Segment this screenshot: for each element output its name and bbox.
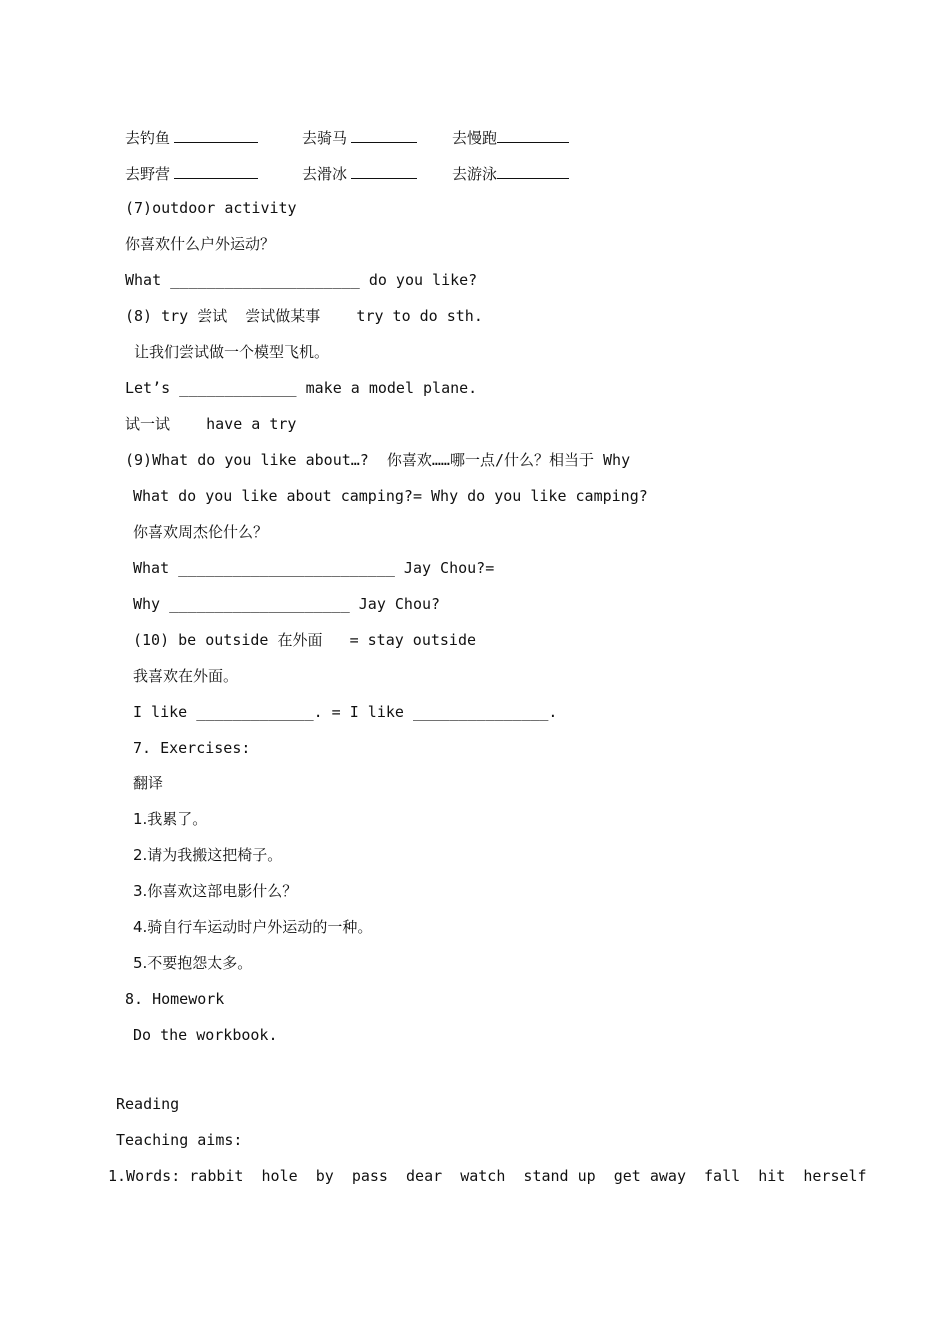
section-9-fill-blank-why: Why ____________________ Jay Chou?: [133, 595, 441, 613]
section-8-fill-blank: Let’s _____________ make a model plane.: [125, 379, 478, 397]
homework-heading: 8. Homework: [125, 990, 225, 1008]
exercises-subheading: 翻译: [133, 774, 164, 792]
answer-blank: [351, 126, 417, 143]
section-10-heading: (10) be outside 在外面 = stay outside: [133, 631, 477, 649]
homework-body: Do the workbook.: [133, 1026, 278, 1044]
section-9-fill-blank-what: What ________________________ Jay Chou?=: [133, 559, 495, 577]
vocab-go-jogging: 去慢跑: [452, 126, 569, 146]
vocab-go-camping: 去野营: [125, 162, 258, 182]
section-9-heading: (9)What do you like about…? 你喜欢……哪一点/什么？相当于 Why: [125, 451, 631, 469]
answer-blank: [174, 162, 258, 179]
section-8-have-a-try: 试一试 have a try: [125, 415, 297, 433]
section-10-fill-blank: I like _____________. = I like _______________.: [133, 703, 558, 721]
exercise-item: 2.请为我搬这把椅子。: [133, 846, 283, 864]
words-list: 1.Words: rabbit hole by pass dear watch stand up get away fall hit herself: [108, 1167, 867, 1185]
section-9-chinese: 你喜欢周杰伦什么？: [133, 523, 269, 541]
section-9-example: What do you like about camping?= Why do you like camping?: [133, 487, 648, 505]
exercise-item: 3.你喜欢这部电影什么？: [133, 882, 298, 900]
answer-blank: [174, 126, 258, 143]
section-10-chinese: 我喜欢在外面。: [133, 667, 239, 685]
section-8-chinese: 让我们尝试做一个模型飞机。: [134, 343, 330, 361]
vocab-go-riding: 去骑马: [302, 126, 417, 146]
section-7-question: 你喜欢什么户外运动？: [125, 235, 276, 253]
section-7-heading: (7)outdoor activity: [125, 199, 297, 217]
exercise-item: 5.不要抱怨太多。: [133, 954, 253, 972]
vocab-go-swimming: 去游泳: [452, 162, 569, 182]
vocab-go-skating: 去滑冰: [302, 162, 417, 182]
answer-blank: [497, 126, 569, 143]
section-7-fill-blank: What _____________________ do you like?: [125, 271, 478, 289]
section-8-heading: (8) try 尝试 尝试做某事 try to do sth.: [125, 307, 483, 325]
exercises-heading: 7. Exercises:: [133, 739, 251, 757]
exercise-item: 1.我累了。: [133, 810, 208, 828]
answer-blank: [351, 162, 417, 179]
answer-blank: [497, 162, 569, 179]
vocab-go-fishing: 去钓鱼: [125, 126, 258, 146]
reading-heading: Reading: [116, 1095, 180, 1113]
exercise-item: 4.骑自行车运动时户外运动的一种。: [133, 918, 373, 936]
teaching-aims-heading: Teaching aims:: [116, 1131, 243, 1149]
